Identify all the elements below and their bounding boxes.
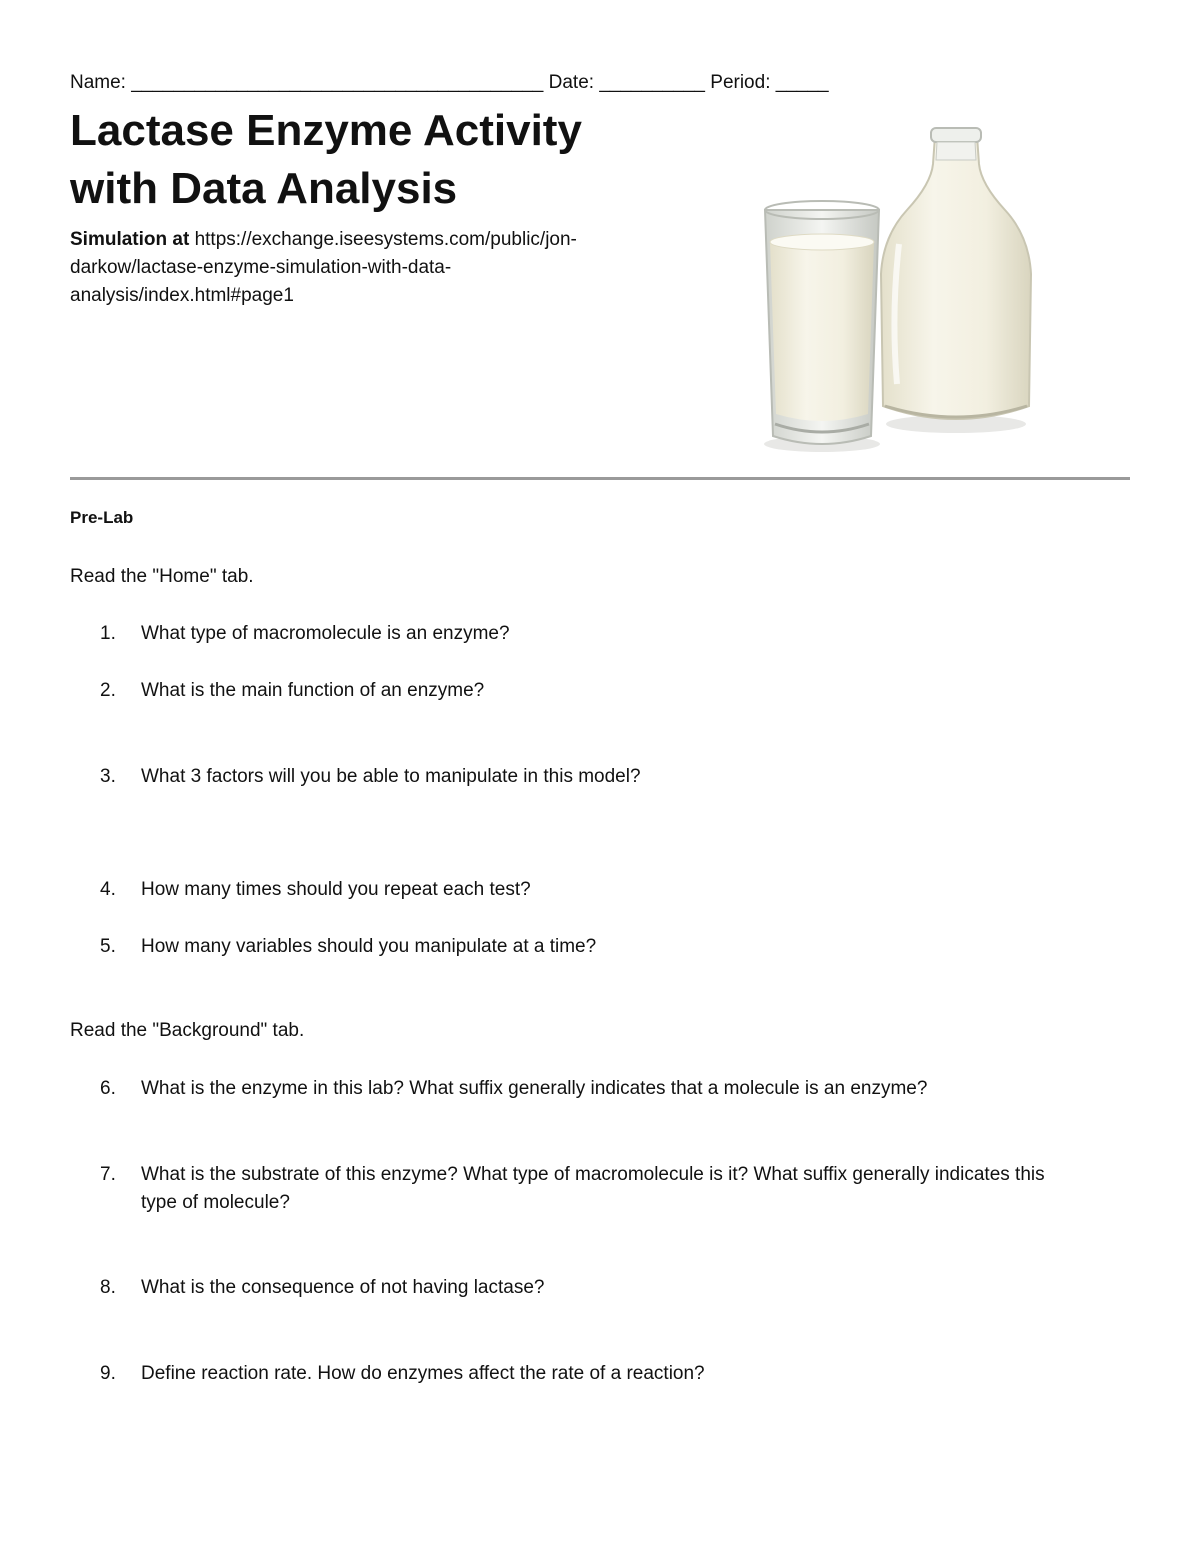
question-number: 8. (100, 1277, 116, 1298)
simulation-reference (70, 226, 670, 310)
title-line-2: with Data Analysis (70, 164, 458, 213)
simulation-label: Simulation at (70, 229, 190, 250)
question-item (70, 876, 1070, 904)
question-item (70, 1360, 1070, 1388)
question-text: What is the enzyme in this lab? What suffix generally indicates that a molecule is an enzyme? (141, 1078, 928, 1099)
title-line-1: Lactase Enzyme Activity (70, 106, 582, 155)
section-divider (70, 477, 1130, 480)
question-number: 9. (100, 1363, 116, 1384)
question-number: 4. (100, 879, 116, 900)
question-item (70, 933, 1070, 961)
question-text: How many times should you repeat each test? (141, 879, 531, 900)
question-text: What is the substrate of this enzyme? What type of macromolecule is it? What suffix generally indicates this type of molecule? (141, 1164, 1045, 1213)
name-date-period-line: Name: _______________________________________ Date: __________ Period: _____ (70, 72, 829, 93)
section-heading-prelab: Pre-Lab (70, 508, 134, 527)
question-item (70, 763, 1070, 791)
question-item (70, 1274, 1070, 1302)
instruction-read-home: Read the "Home" tab. (70, 566, 254, 587)
question-text: Define reaction rate. How do enzymes affect the rate of a reaction? (141, 1363, 705, 1384)
question-text: How many variables should you manipulate at a time? (141, 936, 597, 957)
question-number: 7. (100, 1164, 116, 1185)
question-number: 5. (100, 936, 116, 957)
question-number: 2. (100, 680, 116, 701)
question-item (70, 677, 1070, 705)
page-title (70, 102, 690, 218)
instruction-read-background: Read the "Background" tab. (70, 1020, 305, 1041)
question-number: 3. (100, 766, 116, 787)
simulation-url[interactable]: https://exchange.iseesystems.com/public/jon-darkow/lactase-enzyme-simulation-with-data-analysis/index.html#page1 (70, 229, 577, 306)
question-text: What 3 factors will you be able to manipulate in this model? (141, 766, 641, 787)
question-number: 6. (100, 1078, 116, 1099)
question-item (70, 1075, 1070, 1103)
milk-photo (713, 114, 1055, 459)
question-number: 1. (100, 623, 116, 644)
milk-glass-icon (765, 201, 879, 444)
question-item (70, 1161, 1070, 1217)
question-text: What is the consequence of not having lactase? (141, 1277, 545, 1298)
question-text: What type of macromolecule is an enzyme? (141, 623, 510, 644)
question-text: What is the main function of an enzyme? (141, 680, 485, 701)
question-item (70, 620, 1070, 648)
